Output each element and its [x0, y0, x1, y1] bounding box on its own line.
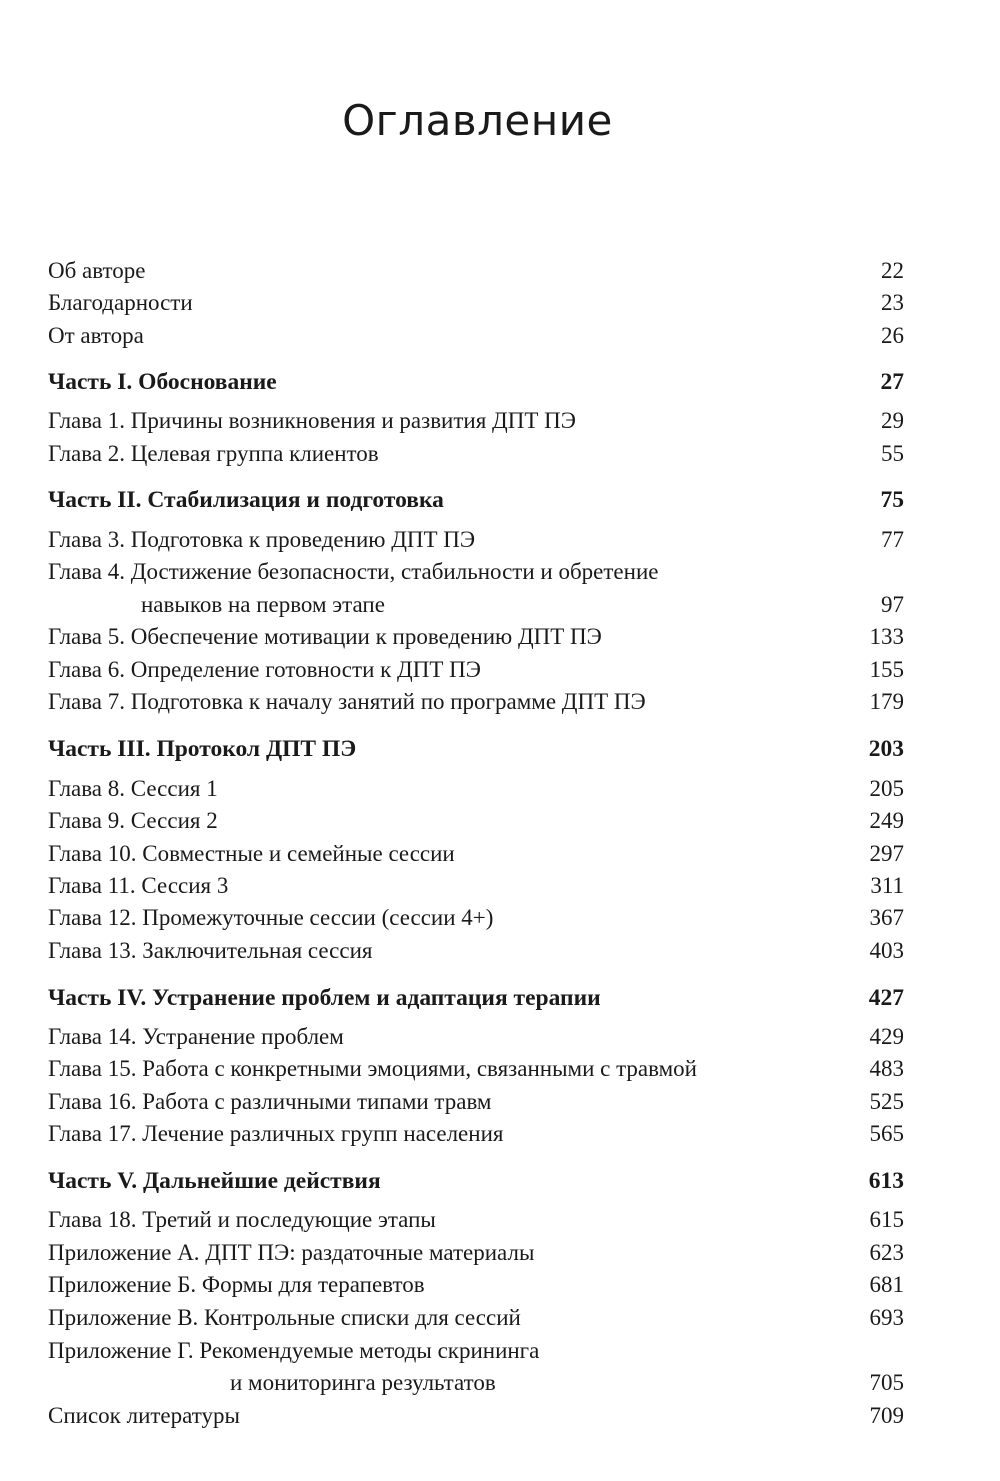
toc-part-page: 203 [868, 736, 904, 762]
toc-entry-page: 311 [870, 873, 904, 898]
toc-entry-label: навыков на первом этапе [141, 592, 385, 617]
toc-part-page: 613 [868, 1168, 904, 1194]
toc-entry-label: и мониторинга результатов [230, 1370, 496, 1395]
toc-chapter-9[interactable] [48, 806, 904, 836]
toc-chapter-6[interactable] [48, 655, 904, 685]
toc-entry-label: Глава 1. Причины возникновения и развития ДПТ ПЭ [48, 408, 576, 433]
toc-part-label: Часть V. Дальнейшие действия [48, 1168, 381, 1194]
toc-appendix-v[interactable] [48, 1303, 904, 1333]
toc-entry-label: Глава 13. Заключительная сессия [48, 938, 373, 963]
toc-part-1[interactable] [48, 367, 904, 397]
toc-entry-label: Глава 14. Устранение проблем [48, 1024, 344, 1049]
toc-entry-page: 681 [869, 1272, 904, 1297]
toc-entry-page: 709 [869, 1403, 904, 1428]
toc-part-label: Часть IV. Устранение проблем и адаптация терапии [48, 985, 601, 1011]
toc-entry-label: Глава 8. Сессия 1 [48, 776, 218, 801]
toc-part-label: Часть III. Протокол ДПТ ПЭ [48, 736, 357, 762]
toc-appendix-g-continued[interactable] [48, 1368, 904, 1398]
toc-part-3[interactable] [48, 734, 904, 764]
toc-entry-label: Глава 7. Подготовка к началу занятий по программе ДПТ ПЭ [48, 689, 646, 714]
toc-entry-page: 525 [869, 1089, 904, 1114]
toc-entry-label: Глава 18. Третий и последующие этапы [48, 1207, 436, 1232]
toc-entry-label: Об авторе [48, 258, 146, 283]
toc-part-4[interactable] [48, 983, 904, 1013]
toc-entry-page: 155 [869, 657, 904, 682]
toc-entry-page: 133 [869, 624, 904, 649]
toc-entry-page: 403 [869, 938, 904, 963]
toc-entry-label: Приложение В. Контрольные списки для сессий [48, 1305, 521, 1330]
toc-entry-label: Глава 12. Промежуточные сессии (сессии 4+) [48, 905, 494, 930]
toc-appendix-b[interactable] [48, 1270, 904, 1300]
toc-chapter-2[interactable] [48, 439, 904, 469]
toc-entry-page: 693 [869, 1305, 904, 1330]
toc-part-label: Часть II. Стабилизация и подготовка [48, 487, 444, 513]
toc-references[interactable] [48, 1401, 904, 1431]
toc-entry-label: Глава 10. Совместные и семейные сессии [48, 841, 455, 866]
toc-chapter-5[interactable] [48, 622, 904, 652]
toc-entry-label: Глава 15. Работа с конкретными эмоциями, связанными с травмой [48, 1056, 697, 1081]
toc-part-2[interactable] [48, 485, 904, 515]
toc-chapter-15[interactable] [48, 1054, 904, 1084]
toc-entry-page: 565 [869, 1121, 904, 1146]
toc-entry-page: 615 [869, 1207, 904, 1232]
toc-part-page: 427 [868, 985, 904, 1011]
toc-entry-page: 23 [881, 290, 904, 315]
toc-appendix-a[interactable] [48, 1238, 904, 1268]
toc-chapter-13[interactable] [48, 936, 904, 966]
toc-chapter-3[interactable] [48, 525, 904, 555]
toc-chapter-7[interactable] [48, 687, 904, 717]
toc-entry-label: Глава 4. Достижение безопасности, стабильности и обретение [48, 559, 659, 584]
toc-chapter-4-continued[interactable] [48, 590, 904, 620]
toc-entry-label: Глава 11. Сессия 3 [48, 873, 229, 898]
toc-entry-label: Глава 9. Сессия 2 [48, 808, 218, 833]
toc-entry-from-author[interactable] [48, 321, 904, 351]
toc-entry-page: 367 [869, 905, 904, 930]
toc-chapter-8[interactable] [48, 774, 904, 804]
toc-chapter-4[interactable] [48, 557, 904, 587]
page-title: Оглавление [342, 96, 613, 145]
toc-entry-page: 29 [881, 408, 904, 433]
toc-entry-page: 297 [869, 841, 904, 866]
toc-chapter-14[interactable] [48, 1022, 904, 1052]
toc-entry-thanks[interactable] [48, 288, 904, 318]
toc-chapter-16[interactable] [48, 1087, 904, 1117]
toc-chapter-18[interactable] [48, 1205, 904, 1235]
toc-entry-page: 26 [881, 323, 904, 348]
toc-part-page: 27 [880, 369, 904, 395]
toc-entry-label: Благодарности [48, 290, 193, 315]
toc-entry-label: Глава 17. Лечение различных групп населения [48, 1121, 504, 1146]
toc-part-page: 75 [880, 487, 904, 513]
toc-entry-label: Глава 16. Работа с различными типами травм [48, 1089, 492, 1114]
toc-entry-page: 205 [869, 776, 904, 801]
toc-entry-page: 97 [881, 592, 904, 617]
toc-entry-page: 623 [869, 1240, 904, 1265]
toc-chapter-17[interactable] [48, 1119, 904, 1149]
toc-part-5[interactable] [48, 1166, 904, 1196]
toc-entry-label: Глава 3. Подготовка к проведению ДПТ ПЭ [48, 527, 476, 552]
toc-entry-label: Приложение А. ДПТ ПЭ: раздаточные материалы [48, 1240, 535, 1265]
toc-entry-page: 22 [881, 258, 904, 283]
toc-part-label: Часть I. Обоснование [48, 369, 277, 395]
toc-entry-label: Глава 6. Определение готовности к ДПТ ПЭ [48, 657, 481, 682]
toc-entry-label: Список литературы [48, 1403, 240, 1428]
toc-entry-page: 429 [869, 1024, 904, 1049]
toc-entry-page: 77 [881, 527, 904, 552]
toc-chapter-1[interactable] [48, 406, 904, 436]
toc-entry-label: От автора [48, 323, 144, 348]
toc-chapter-12[interactable] [48, 903, 904, 933]
toc-entry-label: Приложение Г. Рекомендуемые методы скрининга [48, 1338, 540, 1363]
toc-entry-page: 179 [869, 689, 904, 714]
toc-entry-about-author[interactable] [48, 256, 904, 286]
toc-entry-page: 249 [869, 808, 904, 833]
toc-chapter-10[interactable] [48, 839, 904, 869]
toc-entry-label: Глава 5. Обеспечение мотивации к проведению ДПТ ПЭ [48, 624, 602, 649]
toc-appendix-g[interactable] [48, 1336, 904, 1366]
toc-entry-page: 483 [869, 1056, 904, 1081]
toc-entry-page: 55 [881, 441, 904, 466]
toc-entry-page: 705 [869, 1370, 904, 1395]
toc-chapter-11[interactable] [48, 871, 904, 901]
toc-entry-label: Глава 2. Целевая группа клиентов [48, 441, 379, 466]
toc-entry-label: Приложение Б. Формы для терапевтов [48, 1272, 425, 1297]
